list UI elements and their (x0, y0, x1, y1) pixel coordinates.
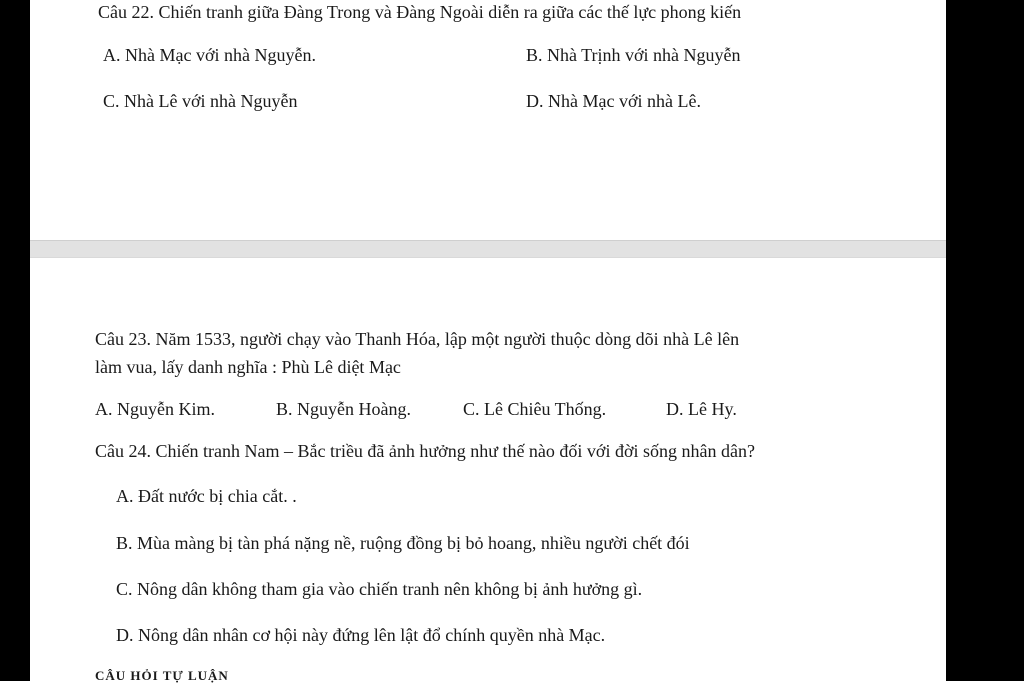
question-23-option-a: A. Nguyễn Kim. (95, 399, 215, 419)
question-24-option-d: D. Nông dân nhân cơ hội này đứng lên lật đổ chính quyền nhà Mạc. (116, 625, 606, 645)
question-23-option-d: D. Lê Hy. (666, 399, 737, 419)
document-page-2 (30, 258, 946, 681)
question-23-option-c: C. Lê Chiêu Thống. (463, 399, 607, 419)
question-22-option-b: B. Nhà Trịnh với nhà Nguyễn (526, 45, 741, 65)
right-black-border (946, 0, 1024, 681)
question-24-stem: Câu 24. Chiến tranh Nam – Bắc triều đã ảnh hưởng như thế nào đối với đời sống nhân dân? (95, 441, 755, 461)
question-23-option-b: B. Nguyễn Hoàng. (276, 399, 411, 419)
left-black-border (0, 0, 30, 681)
question-24-option-b: B. Mùa màng bị tàn phá nặng nề, ruộng đồng bị bỏ hoang, nhiều người chết đói (116, 533, 690, 553)
question-23-stem-line1: Câu 23. Năm 1533, người chạy vào Thanh Hóa, lập một người thuộc dòng dõi nhà Lê lên (95, 329, 740, 349)
section-heading: CÂU HỎI TỰ LUẬN (95, 668, 229, 683)
document-page-1 (30, 0, 946, 240)
question-22-option-a: A. Nhà Mạc với nhà Nguyễn. (103, 45, 316, 65)
question-22-option-d: D. Nhà Mạc với nhà Lê. (526, 91, 701, 111)
question-24-option-a: A. Đất nước bị chia cắt. . (116, 486, 297, 506)
question-22-option-c: C. Nhà Lê với nhà Nguyễn (103, 91, 298, 111)
page-break-gap (30, 240, 946, 258)
question-22-stem: Câu 22. Chiến tranh giữa Đàng Trong và Đàng Ngoài diễn ra giữa các thế lực phong kiến (98, 2, 742, 22)
question-23-stem-line2: làm vua, lấy danh nghĩa : Phù Lê diệt Mạc (95, 357, 401, 377)
question-24-option-c: C. Nông dân không tham gia vào chiến tranh nên không bị ảnh hưởng gì. (116, 579, 643, 599)
